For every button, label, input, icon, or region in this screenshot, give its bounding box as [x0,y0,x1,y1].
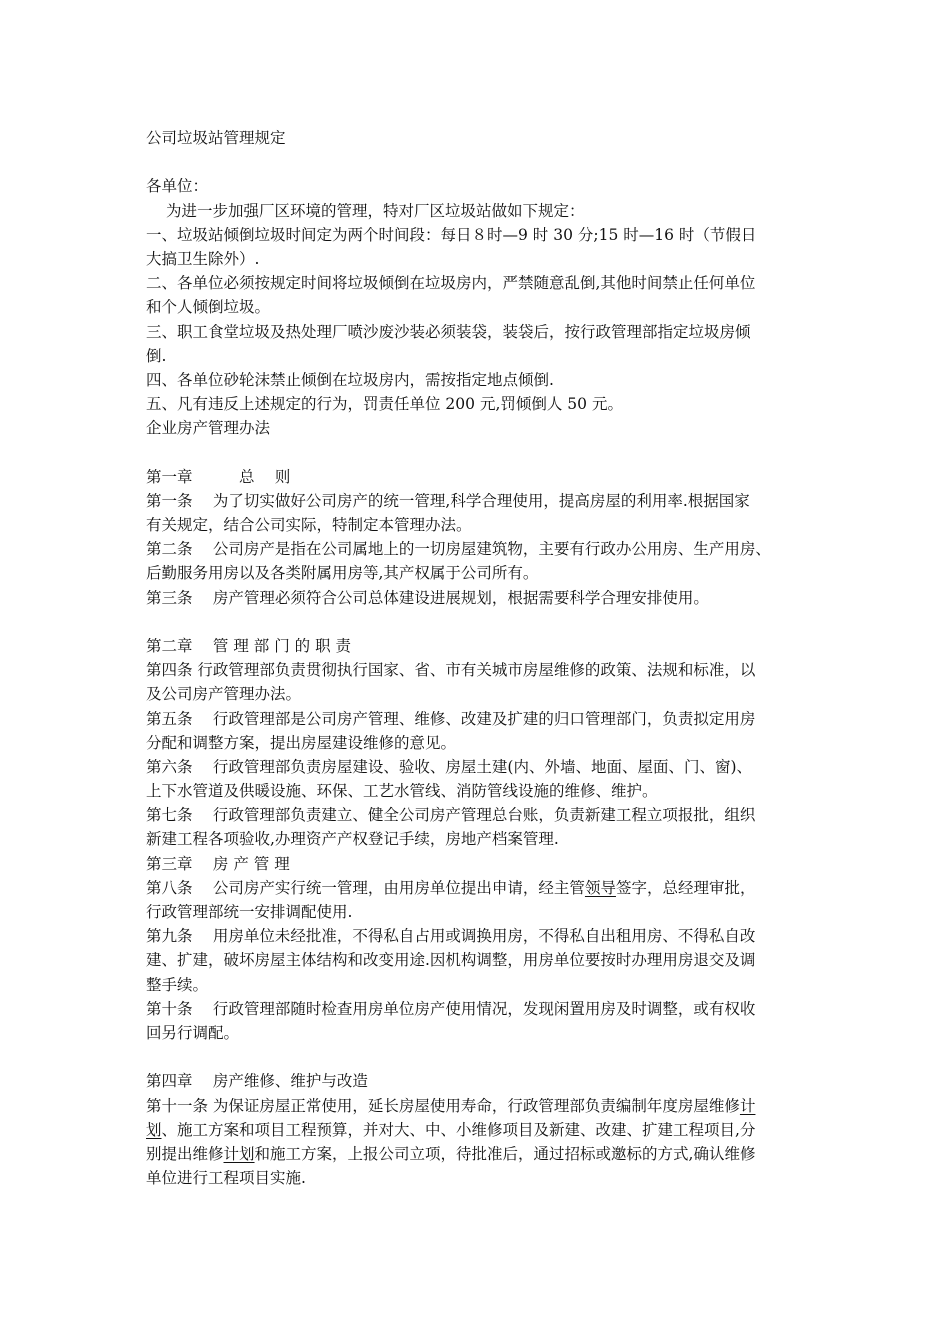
chapter-3-heading: 第三章 房 产 管 理 [146,854,290,873]
document-page [146,126,816,1190]
article-6-line-1: 第六条 行政管理部负责房屋建设、验收、房屋土建(内、外墙、地面、屋面、门、窗)、 [146,757,753,776]
article-5-line-2: 分配和调整方案，提出房屋建设维修的意见。 [146,733,457,752]
article-11-line-2 [146,1118,816,1142]
chapter-4-heading: 第四章 房产维修、维护与改造 [146,1072,368,1091]
rule-item-2-line-2: 和个人倾倒垃圾。 [146,298,271,317]
article-7-line-2: 新建工程各项验收,办理资产产权登记手续，房地产档案管理. [146,830,559,849]
salutation: 各单位： [146,177,209,196]
article-11-line-4: 单位进行工程项目实施. [146,1169,306,1188]
doc-title-garbage-station: 公司垃圾站管理规定 [146,129,286,147]
article-4-line-2: 及公司房产管理办法。 [146,685,302,704]
article-11-text-d: 和施工方案，上报公司立项，待批准后，通过招标或邀标的方式,确认维修 [254,1144,756,1163]
article-9-line-1: 第九条 用房单位未经批准，不得私自占用或调换用房，不得私自出租用房、不得私自改 [146,927,756,946]
hyperlink-plan-part-2[interactable]: 划 [146,1120,162,1139]
blank-line [146,1045,816,1069]
article-11-line-3 [146,1142,816,1166]
article-4-line-1: 第四条 行政管理部负责贯彻执行国家、省、市有关城市房屋维修的政策、法规和标准，以 [146,661,756,680]
chapter-2-heading: 第二章 管 理 部 门 的 职 责 [146,636,351,655]
blank-line [146,150,816,174]
intro-paragraph: 为进一步加强厂区环境的管理，特对厂区垃圾站做如下规定： [166,201,585,220]
doc-title-property-management: 企业房产管理办法 [146,419,271,438]
article-2-line-2: 后勤服务用房以及各类附属用房等,其产权属于公司所有。 [146,564,539,583]
blank-line [146,440,816,464]
article-8-text-a: 第八条 公司房产实行统一管理，由用房单位提出申请，经主管 [146,878,585,897]
article-5-line-1: 第五条 行政管理部是公司房产管理、维修、改建及扩建的归口管理部门，负责拟定用房 [146,709,756,728]
article-7-line-1: 第七条 行政管理部负责建立、健全公司房产管理总台账，负责新建工程立项报批，组织 [146,806,756,825]
article-6-line-2: 上下水管道及供暖设施、环保、工艺水管线、消防管线设施的维修、维护。 [146,782,658,801]
article-11-text-a: 第十一条 为保证房屋正常使用，延长房屋使用寿命，行政管理部负责编制年度房屋维修 [146,1096,740,1115]
article-2-line-1: 第二条 公司房产是指在公司属地上的一切房屋建筑物，主要有行政办公用房、生产用房、 [146,540,771,559]
hyperlink-plan[interactable]: 计划 [223,1144,255,1163]
article-10-line-2: 回另行调配。 [146,1023,240,1042]
article-1-line-2: 有关规定，结合公司实际，特制定本管理办法。 [146,516,472,534]
rule-item-1-line-2: 大搞卫生除外）. [146,249,260,268]
article-9-line-3: 整手续。 [146,975,209,994]
hyperlink-leader[interactable]: 领导 [584,878,616,897]
article-11-text-b: 、施工方案和项目工程预算，并对大、中、小维修项目及新建、改建、扩建工程项目,分 [161,1120,756,1139]
rule-item-2-line-1: 二、各单位必须按规定时间将垃圾倾倒在垃圾房内，严禁随意乱倒,其他时间禁止任何单位 [146,274,756,293]
chapter-1-heading: 第一章 总 则 [146,467,291,486]
article-8-line-2: 行政管理部统一安排调配使用. [146,903,353,921]
article-3: 第三条 房产管理必须符合公司总体建设进展规划，根据需要科学合理安排使用。 [146,588,709,607]
article-8-line-1 [146,876,816,900]
blank-line [146,610,816,634]
rule-item-1-line-1: 一、垃圾站倾倒垃圾时间定为两个时间段：每日８时—9 时 30 分;15 时—16 时（节假日 [146,225,757,244]
article-9-line-2: 建、扩建，破坏房屋主体结构和改变用途.因机构调整，用房单位要按时办理用房退交及调 [146,951,756,970]
rule-item-4: 四、各单位砂轮沫禁止倾倒在垃圾房内，需按指定地点倾倒. [146,370,554,389]
article-10-line-1: 第十条 行政管理部随时检查用房单位房产使用情况，发现闲置用房及时调整，或有权收 [146,999,756,1018]
article-11-text-c: 别提出维修 [146,1144,224,1163]
article-1-line-1: 第一条 为了切实做好公司房产的统一管理,科学合理使用，提高房屋的利用率.根据国家 [146,491,750,510]
article-11-line-1 [146,1094,816,1118]
hyperlink-plan-part-1[interactable]: 计 [739,1096,756,1115]
rule-item-3-line-2: 倒. [146,346,167,365]
rule-item-5: 五、凡有违反上述规定的行为，罚责任单位 200 元,罚倾倒人 50 元。 [146,395,623,414]
rule-item-3-line-1: 三、职工食堂垃圾及热处理厂喷沙废沙装必须装袋，装袋后，按行政管理部指定垃圾房倾 [146,322,751,341]
article-8-text-b: 签字，总经理审批， [615,878,756,897]
